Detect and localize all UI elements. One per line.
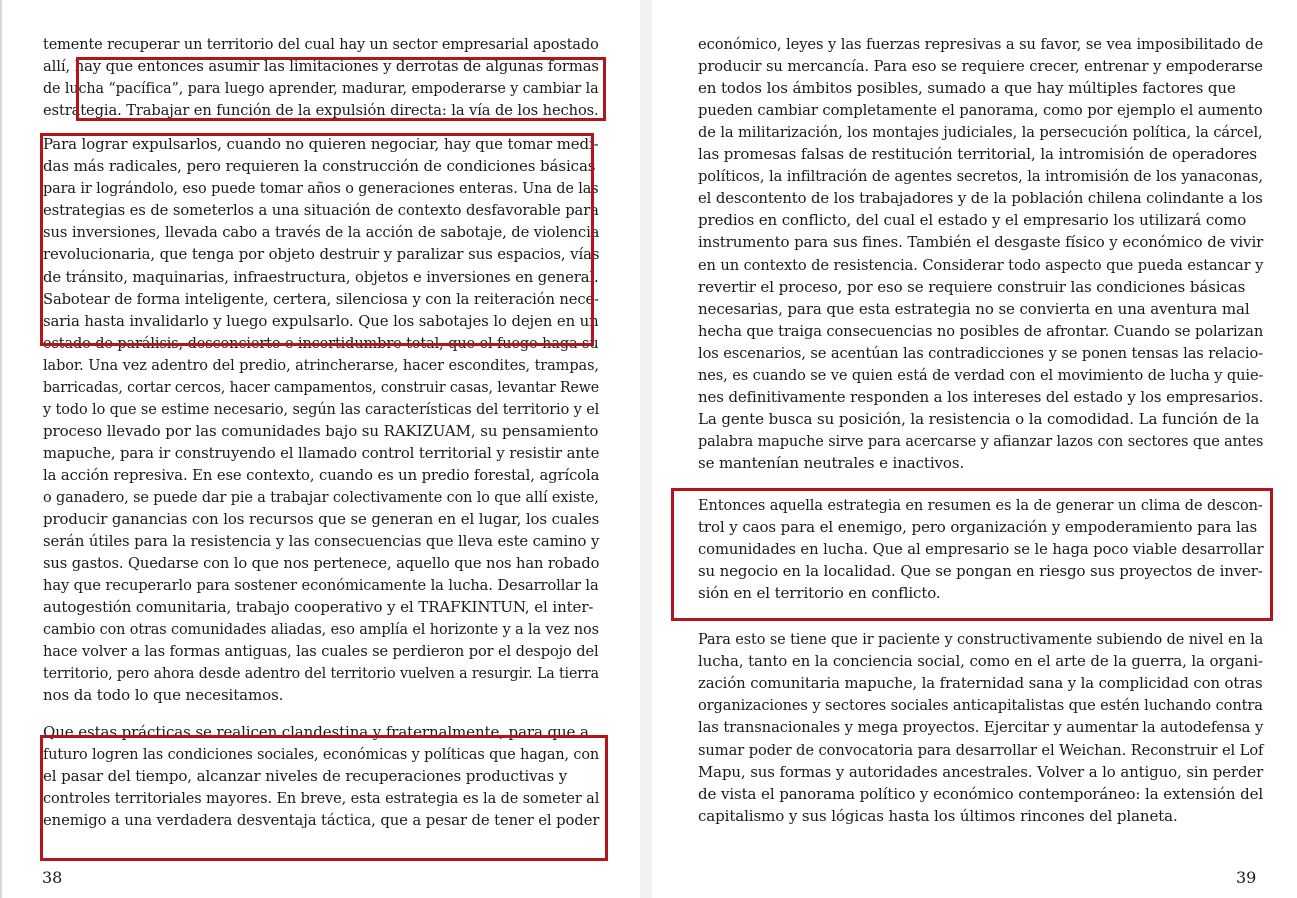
text-line: producir su mercancía. Para eso se requiere crecer, entrenar y empoderarse	[698, 57, 1263, 76]
text-line: estrategias es de someterlos a una situación de contexto desfavorable para	[43, 201, 599, 220]
text-line: estrategia. Trabajar en función de la expulsión directa: la vía de los hechos.	[43, 101, 599, 120]
text-line: mapuche, para ir construyendo el llamado control territorial y resistir ante	[43, 443, 600, 462]
text-line: Sabotear de forma inteligente, certera, silenciosa y con la reiteración nece-	[43, 289, 599, 308]
text-line: de tránsito, maquinarias, infraestructura, objetos e inversiones en general.	[43, 267, 599, 286]
text-line: La gente busca su posición, la resistencia o la comodidad. La función de la	[698, 409, 1260, 428]
text-line: en un contexto de resistencia. Considerar todo aspecto que pueda estancar y	[698, 255, 1264, 274]
text-line: trol y caos para el enemigo, pero organización y empoderamiento para las	[698, 518, 1258, 537]
text-line: organizaciones y sectores sociales anticapitalistas que estén luchando contra	[698, 696, 1263, 715]
text-line: las transnacionales y mega proyectos. Ejercitar y aumentar la autodefensa y	[698, 718, 1264, 737]
text-line: instrumento para sus fines. También el desgaste físico y económico de vivir	[698, 233, 1264, 252]
text-line: lucha, tanto en la conciencia social, como en el arte de la guerra, la organi-	[698, 652, 1263, 671]
text-line: palabra mapuche sirve para acercarse y afianzar lazos con sectores que antes	[698, 431, 1264, 450]
text-line: pueden cambiar completamente el panorama, como por ejemplo el aumento	[698, 101, 1263, 120]
text-line: barricadas, cortar cercos, hacer campamentos, construir casas, levantar Rewe	[43, 377, 599, 396]
text-line: producir ganancias con los recursos que se generan en el lugar, los cuales	[43, 510, 600, 529]
text-line: se mantenían neutrales e inactivos.	[698, 453, 965, 472]
text-line: sumar poder de convocatoria para desarrollar el Weichan. Reconstruir el Lof	[698, 740, 1264, 759]
text-line: nos da todo lo que necesitamos.	[43, 686, 284, 705]
text-line: hecha que traiga consecuencias no posibles de afrontar. Cuando se polarizan	[698, 321, 1264, 340]
text-line: para ir lográndolo, eso puede tomar años o generaciones enteras. Una de las	[43, 179, 599, 198]
text-line: cambio con otras comunidades aliadas, eso amplía el horizonte y a la vez nos	[43, 620, 599, 639]
text-line: revolucionaria, que tenga por objeto destruir y paralizar sus espacios, vías	[43, 245, 600, 264]
text-line: económico, leyes y las fuerzas represivas a su favor, se vea imposibilitado de	[698, 35, 1264, 53]
text-line: de la militarización, los montajes judiciales, la persecución política, la cárcel,	[698, 123, 1263, 142]
left-page	[0, 0, 640, 898]
text-line: necesarias, para que esta estrategia no se convierta en una aventura mal	[698, 299, 1250, 318]
page-number-right: 39	[1236, 868, 1257, 887]
text-line: los escenarios, se acentúan las contradicciones y se ponen tensas las relacio-	[698, 343, 1264, 362]
text-line: las promesas falsas de restitución territorial, la intromisión de operadores	[698, 145, 1257, 164]
text-line: serán útiles para la resistencia y las consecuencias que lleva este camino y	[43, 532, 600, 551]
text-line: Mapu, sus formas y autoridades ancestrales. Volver a lo antiguo, sin perder	[698, 762, 1264, 781]
text-line: Para lograr expulsarlos, cuando no quieren negociar, hay que tomar medi-	[43, 135, 599, 154]
text-line: el descontento de los trabajadores y de la población chilena colindante a los	[698, 189, 1263, 208]
text-line: autogestión comunitaria, trabajo cooperativo y el TRAFKINTUN, el inter-	[43, 598, 594, 617]
text-line: Que estas prácticas se realicen clandestina y fraternalmente, para que a	[43, 722, 589, 741]
text-line: hace volver a las formas antiguas, las cuales se perdieron por el despojo del	[43, 642, 599, 661]
text-line: enemigo a una verdadera desventaja táctica, que a pesar de tener el poder	[43, 810, 600, 829]
text-line: políticos, la infiltración de agentes secretos, la intromisión de los yanaconas,	[698, 167, 1263, 186]
text-line: o ganadero, se puede dar pie a trabajar colectivamente con lo que allí existe,	[43, 488, 599, 506]
text-line: das más radicales, pero requieren la construcción de condiciones básicas	[43, 157, 596, 176]
text-line: saria hasta invalidarlo y luego expulsarlo. Que los sabotajes lo dejen en un	[43, 311, 599, 330]
text-line: comunidades en lucha. Que al empresario se le haga poco viable desarrollar	[698, 540, 1264, 559]
text-line: de lucha “pacífica”, para luego aprender, madurar, empoderarse y cambiar la	[43, 79, 599, 98]
text-line: allí, hay que entonces asumir las limitaciones y derrotas de algunas formas	[43, 57, 599, 76]
text-line: de vista el panorama político y económico contemporáneo: la extensión del	[698, 784, 1264, 803]
text-line: futuro logren las condiciones sociales, económicas y políticas que hagan, con	[43, 744, 600, 763]
text-line: la acción represiva. En ese contexto, cuando es un predio forestal, agrícola	[43, 465, 600, 484]
text-line: capitalismo y sus lógicas hasta los últimos rincones del planeta.	[698, 806, 1178, 825]
text-line: su negocio en la localidad. Que se pongan en riesgo sus proyectos de inver-	[698, 562, 1263, 581]
text-line: el pasar del tiempo, alcanzar niveles de recuperaciones productivas y	[43, 766, 568, 785]
text-line: temente recuperar un territorio del cual hay un sector empresarial apostado	[43, 35, 599, 53]
text-line: estado de parálisis, desconcierto e incertidumbre total, que el fuego haga su	[43, 333, 599, 352]
text-line: Entonces aquella estrategia en resumen es la de generar un clima de descon-	[698, 496, 1263, 514]
text-line: nes definitivamente responden a los intereses del estado y los empresarios.	[698, 387, 1264, 406]
text-line: sus gastos. Quedarse con lo que nos pertenece, aquello que nos han robado	[43, 554, 600, 573]
text-line: territorio, pero ahora desde adentro del territorio vuelven a resurgir. La tierra	[43, 664, 599, 683]
text-line: predios en conflicto, del cual el estado y el empresario los utilizará como	[698, 211, 1247, 230]
text-line: proceso llevado por las comunidades bajo su RAKIZUAM, su pensamiento	[43, 421, 599, 440]
text-line: nes, es cuando se ve quien está de verdad con el movimiento de lucha y quie-	[698, 365, 1264, 384]
text-line: controles territoriales mayores. En breve, esta estrategia es la de someter al	[43, 788, 600, 807]
text-line: revertir el proceso, por eso se requiere construir las condiciones básicas	[698, 277, 1246, 296]
text-line: labor. Una vez adentro del predio, atrincherarse, hacer escondites, trampas,	[43, 355, 599, 374]
text-line: en todos los ámbitos posibles, sumado a que hay múltiples factores que	[698, 79, 1236, 98]
text-line: Para esto se tiene que ir paciente y constructivamente subiendo de nivel en la	[698, 630, 1264, 649]
text-line: sión en el territorio en conflicto.	[698, 584, 941, 603]
text-line: hay que recuperarlo para sostener económicamente la lucha. Desarrollar la	[43, 576, 599, 595]
page-number-left: 38	[42, 868, 63, 887]
text-line: sus inversiones, llevada cabo a través de la acción de sabotaje, de violencia	[43, 223, 600, 242]
text-line: zación comunitaria mapuche, la fraternidad sana y la complicidad con otras	[698, 674, 1263, 693]
right-page	[652, 0, 1297, 898]
text-line: y todo lo que se estime necesario, según las características del territorio y el	[43, 399, 600, 418]
page-gutter	[640, 0, 652, 898]
